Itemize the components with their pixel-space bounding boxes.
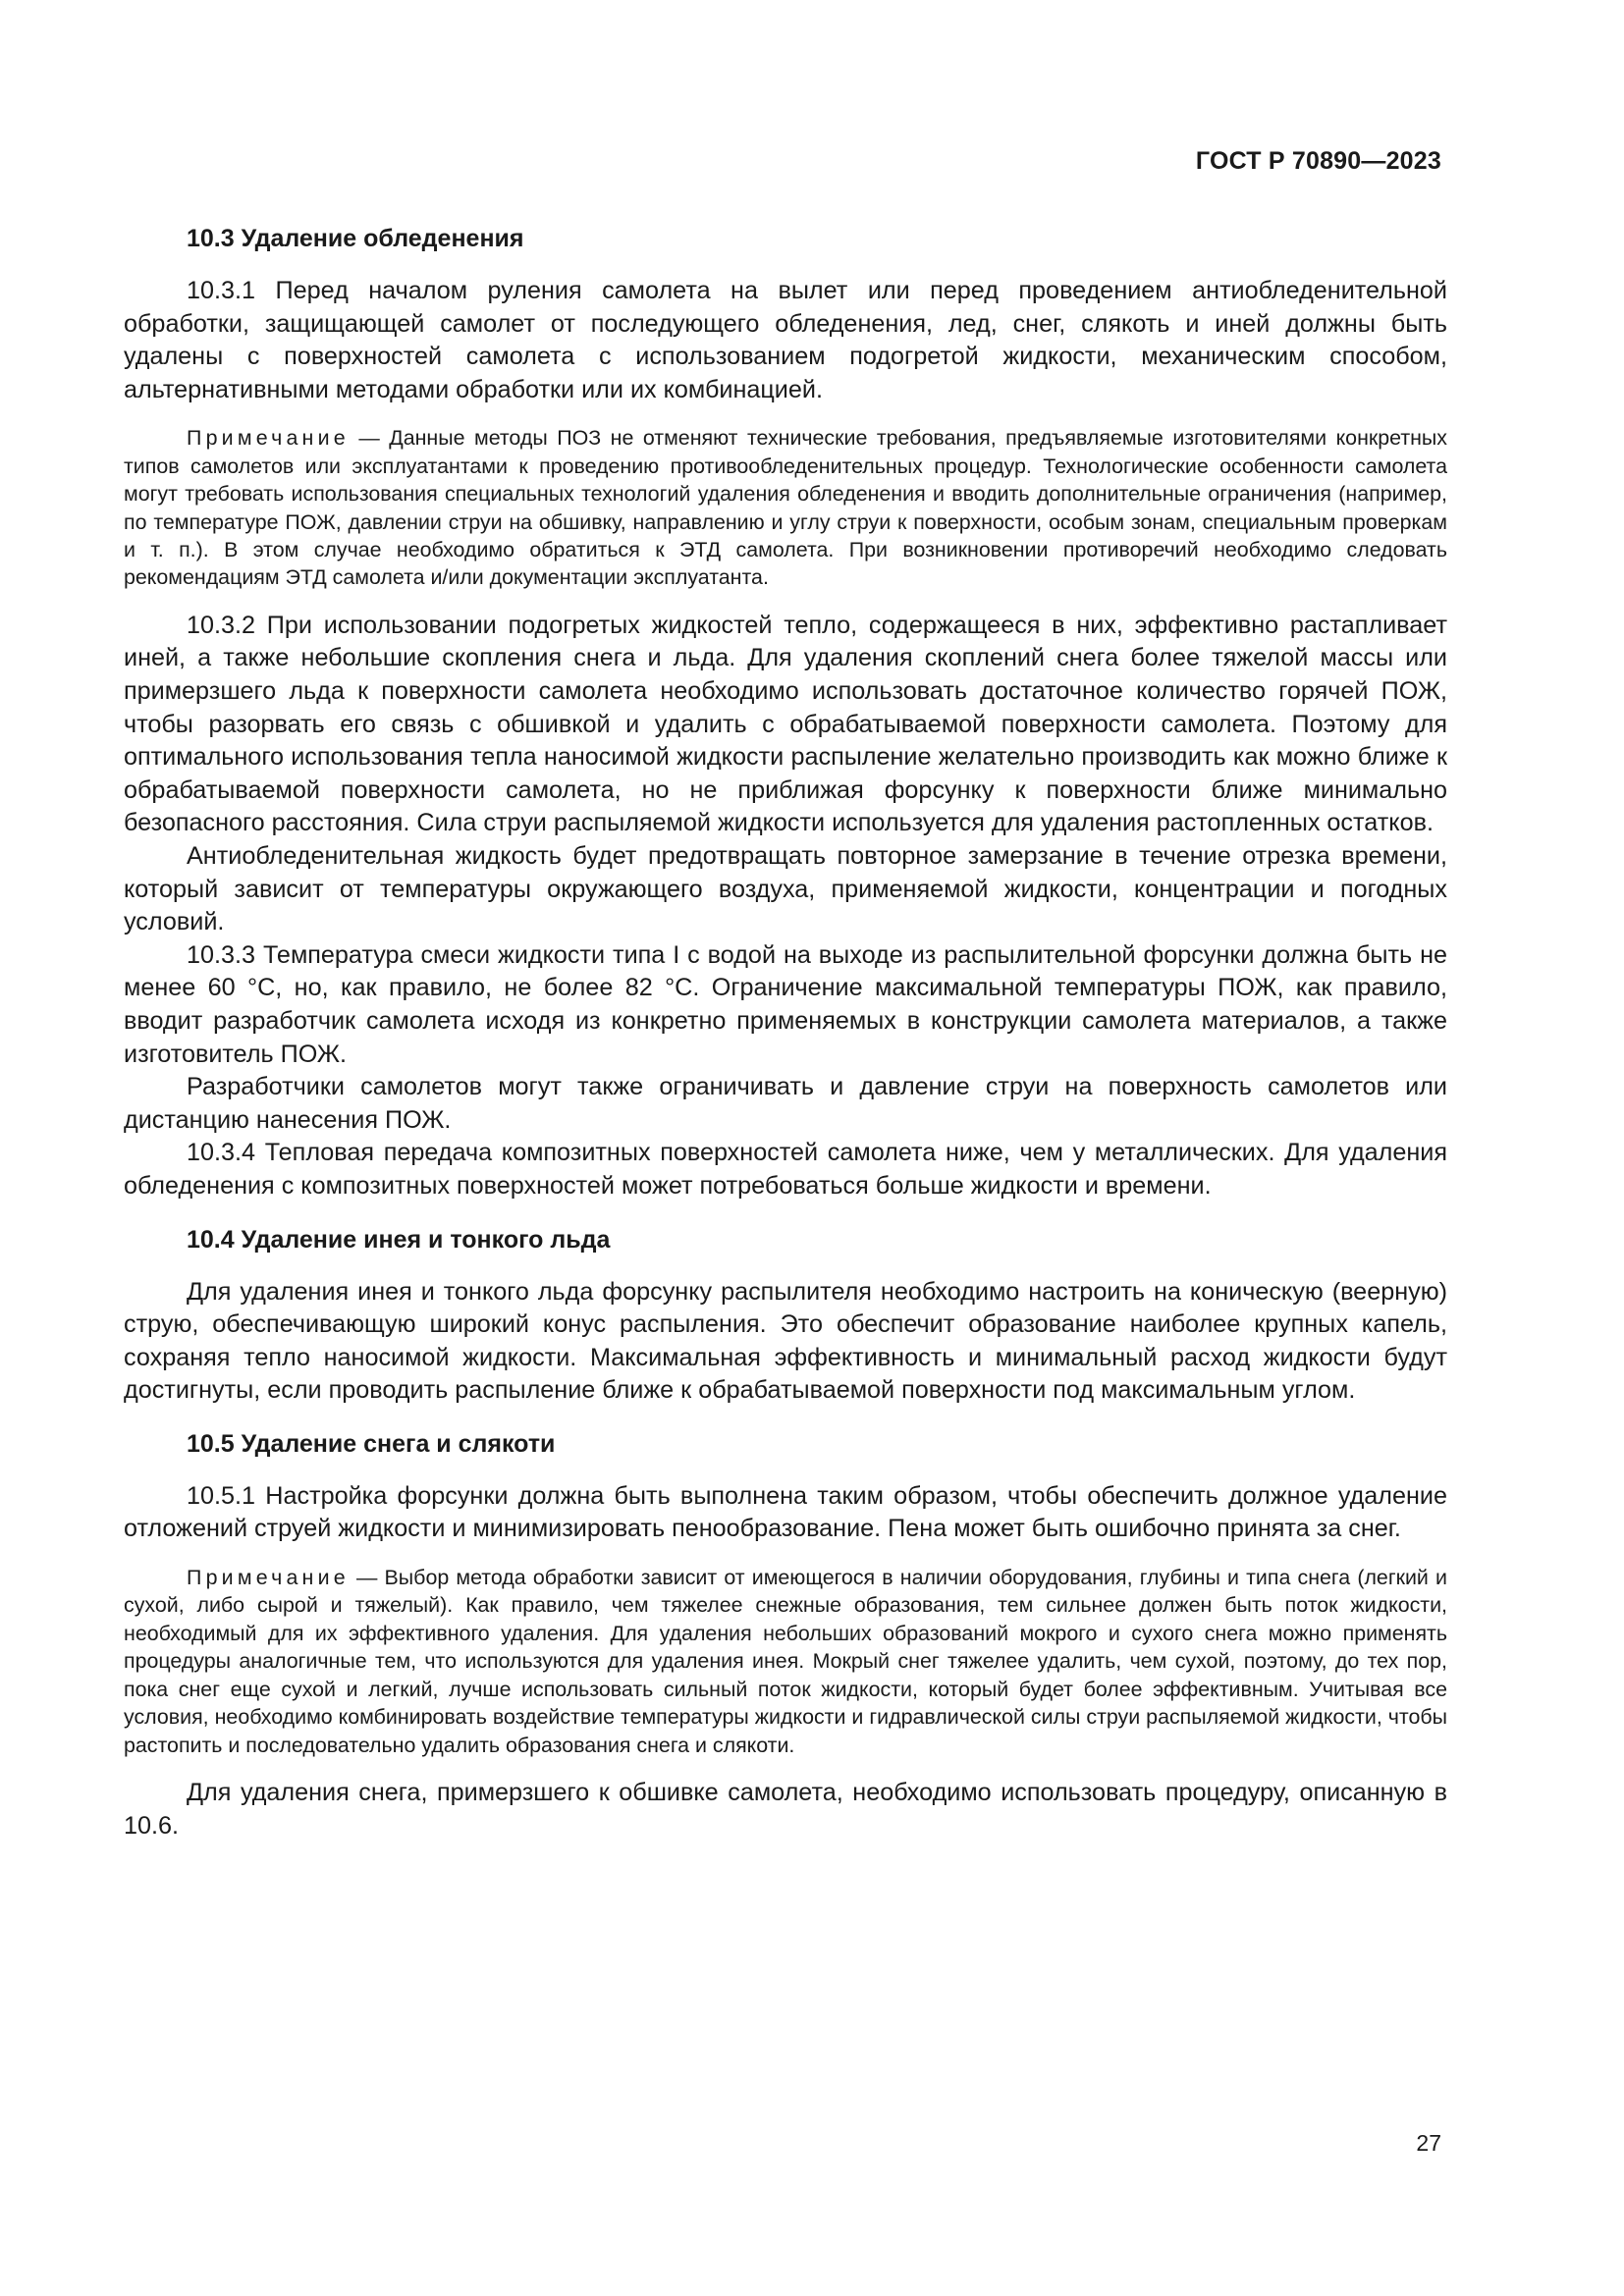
section-spacer [124, 1203, 1447, 1223]
note-10-3-1 [124, 424, 1447, 591]
paragraph-10-3-3: 10.3.3 Температура смеси жидкости типа I с водой на выходе из распылительной форсунки должна быть не менее 60 °C, но, как правило, не более 82 °C. Ограничение максимальной температуры ПОЖ, как правило, вводит разработчик самолета исходя из конкретно применяемых в конструкции самолета материалов, а также изготовитель ПОЖ. [124, 940, 1447, 1068]
paragraph-10-5-final: Для удаления снега, примерзшего к обшивке самолета, необходимо использовать процедуру, описанную в 10.6. [124, 1778, 1447, 1840]
section-heading-10-3: 10.3 Удаление обледенения [187, 225, 524, 252]
document-code: ГОСТ Р 70890—2023 [1195, 147, 1441, 175]
paragraph-10-3-3-cont: Разработчики самолетов могут также ограничивать и давление струи на поверхность самолетов или дистанцию нанесения ПОЖ. [124, 1073, 1447, 1134]
paragraph-10-4: Для удаления инея и тонкого льда форсунку распылителя необходимо настроить на коническую (веерную) струю, обеспечивающую широкий конус распыления. Это обеспечит образование наиболее крупных капель, сохраняя тепло наносимой жидкости. Максимальная эффективность и минимальный расход жидкости будут достигнуты, если проводить распыление ближе к обрабатываемой поверхности под максимальным углом. [124, 1277, 1447, 1405]
note-text: — Выбор метода обработки зависит от имеющегося в наличии оборудования, глубины и типа снега (легкий и сухой, либо сырой и тяжелый). Как правило, чем тяжелее снежные образования, тем сильнее должен быть поток жидкости, необходимый для их эффективного удаления. Для удаления небольших образований мокрого и сухого снега можно применять процедуры аналогичные тем, что используются для удаления инея. Мокрый снег тяжелее удалить, чем сухой, поэтому, до тех пор, пока снег еще сухой и легкий, лучше использовать сильный поток жидкости, который будет более эффективным. Учитывая все условия, необходимо комбинировать воздействие температуры жидкости и гидравлической силы струи распыляемой жидкости, чтобы растопить и последовательно удалить образования снега и слякоти. [124, 1566, 1447, 1757]
page-number: 27 [1416, 2130, 1441, 2156]
note-10-5-1 [124, 1564, 1447, 1759]
paragraph-10-3-2-cont: Антиобледенительная жидкость будет предотвращать повторное замерзание в течение отрезка времени, который зависит от температуры окружающего воздуха, применяемой жидкости, концентрации и погодных условий. [124, 841, 1447, 936]
paragraph-10-3-4: 10.3.4 Тепловая передача композитных поверхностей самолета ниже, чем у металлических. Для удаления обледенения с композитных поверхностей может потребоваться больше жидкости и времени. [124, 1139, 1447, 1200]
paragraph-10-5-1: 10.5.1 Настройка форсунки должна быть выполнена таким образом, чтобы обеспечить должное удаление отложений струей жидкости и минимизировать пенообразование. Пена может быть ошибочно принята за снег. [124, 1481, 1447, 1543]
note-text: — Данные методы ПОЗ не отменяют технические требования, предъявляемые изготовителями конкретных типов самолетов или эксплуатантами к проведению противообледенительных процедур. Технологические особенности самолета могут требовать использования специальных технологий удаления обледенения и вводить дополнительные ограничения (например, по температуре ПОЖ, давлении струи на обшивку, направлению и углу струи к поверхности, особым зонам, специальным проверкам и т. п.). В этом случае необходимо обратиться к ЭТД самолета. При возникновении противоречий необходимо следовать рекомендациям ЭТД самолета и/или документации эксплуатанта. [124, 426, 1447, 590]
section-spacer [124, 1408, 1447, 1427]
note-label: Примечание [187, 426, 350, 451]
section-heading-10-4: 10.4 Удаление инея и тонкого льда [187, 1225, 611, 1254]
section-heading-10-5: 10.5 Удаление снега и слякоти [187, 1429, 556, 1458]
paragraph-10-3-1: 10.3.1 Перед началом руления самолета на вылет или перед проведением антиобледенительной обработки, защищающей самолет от последующего обледенения, лед, снег, слякоть и иней должны быть удалены с поверхностей самолета с использованием подогретой жидкости, механическим способом, альтернативными методами обработки или их комбинацией. [124, 277, 1447, 403]
paragraph-10-3-2: 10.3.2 При использовании подогретых жидкостей тепло, содержащееся в них, эффективно растапливает иней, а также небольшие скопления снега и льда. Для удаления скоплений снега более тяжелой массы или примерзшего льда к поверхности самолета необходимо использовать достаточное количество горячей ПОЖ, чтобы разорвать его связь с обшивкой и удалить с обрабатываемой поверхности самолета. Поэтому для оптимального использования тепла наносимой жидкости распыление желательно производить как можно ближе к обрабатываемой поверхности самолета, но не приближая форсунку к поверхности ближе минимально безопасного расстояния. Сила струи распыляемой жидкости используется для удаления растопленных остатков. [124, 611, 1447, 837]
note-label: Примечание [187, 1566, 350, 1590]
page-content [124, 222, 1447, 1842]
